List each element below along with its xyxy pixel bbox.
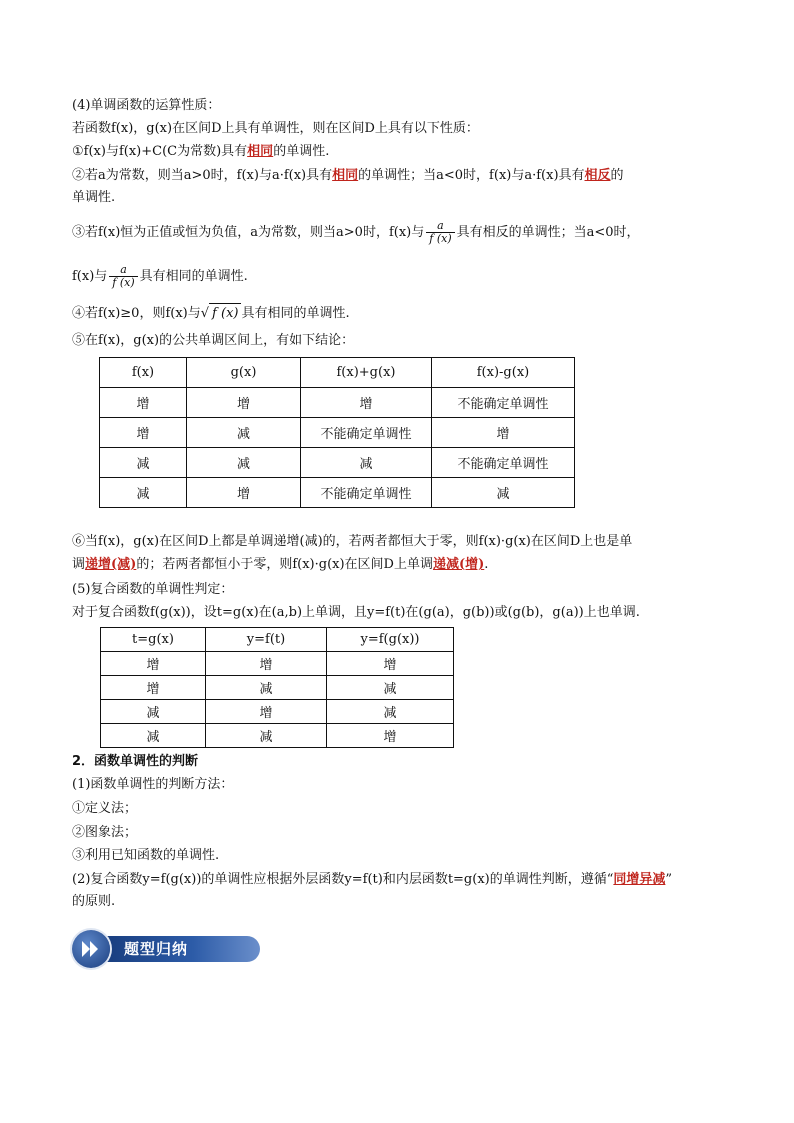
table-cell: 减 <box>301 448 432 478</box>
section-2-sub1: (1)函数单调性的判断方法： <box>72 777 234 792</box>
mark-inc-dec: 递增(减) <box>85 557 137 572</box>
banner-label: 题型归纳 <box>124 940 189 958</box>
section-5-desc: 对于复合函数f(g(x))，设t=g(x)在(a,b)上单调，且y=f(t)在(g(a)，g(b))或(g(b)，g(a))上也单调. <box>72 605 640 620</box>
sqrt-symbol: √ <box>200 306 210 321</box>
mark-same-1: 相同 <box>247 144 274 159</box>
table-header: y=f(t) <box>206 628 327 652</box>
table-header: f(x)-g(x) <box>432 358 575 388</box>
mark-opposite: 相反 <box>584 168 611 183</box>
table-cell: 减 <box>327 700 454 724</box>
property-1: ①f(x)与f(x)+C(C为常数)具有相同的单调性. <box>72 144 330 159</box>
table-cell: 增 <box>187 478 301 508</box>
table-cell: 增 <box>301 388 432 418</box>
section-2-heading: 2．函数单调性的判断 <box>72 754 199 769</box>
table-header: t=g(x) <box>101 628 206 652</box>
question-types-banner <box>72 930 262 968</box>
section-4-title: (4)单调函数的运算性质： <box>72 98 221 113</box>
table-cell: 增 <box>101 652 206 676</box>
table-cell: 减 <box>100 448 187 478</box>
table-cell: 不能确定单调性 <box>432 448 575 478</box>
mark-dec-inc: 递减(增) <box>432 557 485 572</box>
table-header-row <box>101 628 454 652</box>
section-5-title: (5)复合函数的单调性判定： <box>72 582 234 597</box>
table-cell: 增 <box>101 676 206 700</box>
table-header: y=f(g(x)) <box>327 628 454 652</box>
table-cell: 减 <box>327 676 454 700</box>
property-2: ②若a为常数，则当a>0时，f(x)与a·f(x)具有相同的单调性；当a<0时，f(x)与a·f(x)具有相反的 <box>72 168 624 183</box>
property-5: ⑤在f(x)，g(x)的公共单调区间上，有如下结论： <box>72 333 355 348</box>
table-header: g(x) <box>187 358 301 388</box>
table-cell: 不能确定单调性 <box>301 418 432 448</box>
section-2-sub2: (2)复合函数y=f(g(x))的单调性应根据外层函数y=f(t)和内层函数t=g(x)的单调性判断，遵循“同增异减” <box>72 872 673 887</box>
table-row <box>100 388 575 418</box>
sum-difference-table <box>99 357 575 508</box>
property-3-cont: f(x)与 $\frac{a}{f (x)}$ 具有相同的单调性. <box>72 263 248 289</box>
table-cell: 增 <box>206 652 327 676</box>
table-cell: 减 <box>206 724 327 748</box>
table-cell: 增 <box>327 724 454 748</box>
table-cell: 增 <box>100 388 187 418</box>
table-cell: 减 <box>187 448 301 478</box>
mark-same-2: 相同 <box>332 168 359 183</box>
table-cell: 减 <box>100 478 187 508</box>
table-row <box>100 418 575 448</box>
table-cell: 减 <box>432 478 575 508</box>
table-cell: 增 <box>327 652 454 676</box>
property-6-line2: 调递增(减)的；若两者都恒小于零，则f(x)·g(x)在区间D上单调递减(增). <box>72 557 489 572</box>
method-2: ②图象法； <box>72 825 138 840</box>
method-3: ③利用已知函数的单调性. <box>72 848 220 863</box>
table-cell: 减 <box>206 676 327 700</box>
property-4: ④若f(x)≥0，则f(x)与√ f (x) 具有相同的单调性. <box>72 303 350 324</box>
table-cell: 减 <box>101 724 206 748</box>
table-header-row <box>100 358 575 388</box>
section-2-sub2-cont: 的原则. <box>72 894 116 909</box>
fraction-a-over-fx-2: $\frac{a}{f (x)}$ <box>109 264 137 289</box>
table-cell: 减 <box>187 418 301 448</box>
table-cell: 增 <box>187 388 301 418</box>
table-cell: 增 <box>432 418 575 448</box>
table-row <box>101 652 454 676</box>
table-row <box>101 676 454 700</box>
table-row <box>100 478 575 508</box>
method-1: ①定义法； <box>72 801 138 816</box>
table-cell: 不能确定单调性 <box>301 478 432 508</box>
section-4-intro: 若函数f(x)，g(x)在区间D上具有单调性，则在区间D上具有以下性质： <box>72 121 479 136</box>
table-row <box>100 448 575 478</box>
table-cell: 增 <box>206 700 327 724</box>
table-cell: 增 <box>100 418 187 448</box>
table-row <box>101 724 454 748</box>
table-cell: 减 <box>101 700 206 724</box>
fraction-a-over-fx: $\frac{a}{f (x)}$ <box>426 220 454 245</box>
mark-same-increase: 同增异减 <box>613 872 666 887</box>
composite-function-table <box>100 627 454 748</box>
sqrt-fx: f (x) <box>209 303 241 324</box>
table-row <box>101 700 454 724</box>
table-header: f(x) <box>100 358 187 388</box>
property-3: ③若f(x)恒为正值或恒为负值，a为常数，则当a>0时，f(x)与 $\frac{a}{f (x)}$ 具有相反的单调性；当a<0时， <box>72 219 640 245</box>
double-chevron-icon <box>72 930 110 968</box>
table-header: f(x)+g(x) <box>301 358 432 388</box>
table-cell: 不能确定单调性 <box>432 388 575 418</box>
property-2-cont: 单调性. <box>72 190 116 205</box>
property-6-line1: ⑥当f(x)，g(x)在区间D上都是单调递增(减)的，若两者都恒大于零，则f(x)·g(x)在区间D上也是单 <box>72 534 633 549</box>
